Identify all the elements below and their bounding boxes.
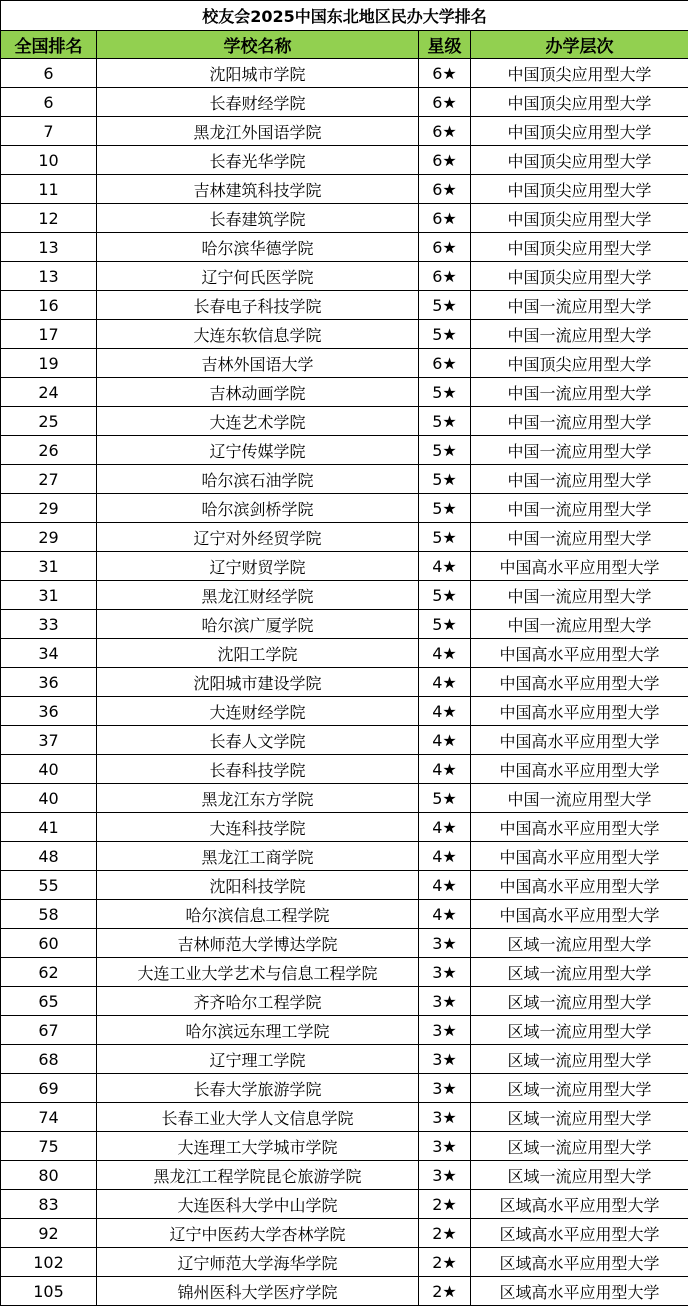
table-row	[1, 88, 688, 117]
cell-school-level: 区域高水平应用型大学	[471, 1277, 688, 1306]
cell-star-rating: 2★	[419, 1277, 471, 1306]
cell-school-name: 长春光华学院	[97, 146, 419, 175]
table-row	[1, 1016, 688, 1045]
cell-school-name: 辽宁中医药大学杏林学院	[97, 1219, 419, 1248]
table-row	[1, 610, 688, 639]
cell-rank: 83	[1, 1190, 97, 1219]
cell-rank: 6	[1, 88, 97, 117]
cell-rank: 105	[1, 1277, 97, 1306]
cell-school-level: 中国一流应用型大学	[471, 465, 688, 494]
cell-rank: 7	[1, 117, 97, 146]
cell-school-level: 中国高水平应用型大学	[471, 900, 688, 929]
table-row	[1, 1161, 688, 1190]
table-row	[1, 871, 688, 900]
table-row	[1, 1219, 688, 1248]
cell-star-rating: 4★	[419, 755, 471, 784]
cell-star-rating: 3★	[419, 1074, 471, 1103]
table-row	[1, 1045, 688, 1074]
cell-rank: 11	[1, 175, 97, 204]
cell-school-level: 中国一流应用型大学	[471, 407, 688, 436]
cell-school-name: 黑龙江东方学院	[97, 784, 419, 813]
cell-star-rating: 4★	[419, 842, 471, 871]
cell-school-name: 锦州医科大学医疗学院	[97, 1277, 419, 1306]
cell-star-rating: 4★	[419, 900, 471, 929]
cell-star-rating: 5★	[419, 291, 471, 320]
cell-school-level: 区域高水平应用型大学	[471, 1190, 688, 1219]
cell-school-level: 中国一流应用型大学	[471, 523, 688, 552]
table-title: 校友会2025中国东北地区民办大学排名	[1, 1, 688, 31]
cell-school-level: 区域一流应用型大学	[471, 1074, 688, 1103]
cell-rank: 74	[1, 1103, 97, 1132]
table-row	[1, 697, 688, 726]
cell-school-level: 区域一流应用型大学	[471, 1045, 688, 1074]
table-row	[1, 233, 688, 262]
cell-rank: 31	[1, 552, 97, 581]
cell-star-rating: 4★	[419, 726, 471, 755]
cell-school-level: 中国高水平应用型大学	[471, 668, 688, 697]
table-row	[1, 639, 688, 668]
cell-school-name: 吉林外国语大学	[97, 349, 419, 378]
cell-school-name: 黑龙江工商学院	[97, 842, 419, 871]
cell-school-name: 大连科技学院	[97, 813, 419, 842]
cell-rank: 29	[1, 494, 97, 523]
cell-star-rating: 3★	[419, 958, 471, 987]
table-row	[1, 523, 688, 552]
cell-rank: 92	[1, 1219, 97, 1248]
cell-star-rating: 6★	[419, 146, 471, 175]
cell-star-rating: 6★	[419, 349, 471, 378]
cell-rank: 58	[1, 900, 97, 929]
table-row	[1, 958, 688, 987]
cell-school-name: 大连医科大学中山学院	[97, 1190, 419, 1219]
cell-star-rating: 5★	[419, 436, 471, 465]
cell-school-level: 中国顶尖应用型大学	[471, 349, 688, 378]
cell-star-rating: 5★	[419, 378, 471, 407]
cell-rank: 55	[1, 871, 97, 900]
table-row	[1, 755, 688, 784]
cell-star-rating: 2★	[419, 1219, 471, 1248]
cell-school-level: 中国一流应用型大学	[471, 378, 688, 407]
cell-rank: 36	[1, 668, 97, 697]
table-row	[1, 552, 688, 581]
cell-school-level: 中国顶尖应用型大学	[471, 117, 688, 146]
header-row	[1, 31, 688, 59]
cell-school-name: 哈尔滨远东理工学院	[97, 1016, 419, 1045]
cell-rank: 12	[1, 204, 97, 233]
cell-school-level: 中国高水平应用型大学	[471, 813, 688, 842]
table-row	[1, 842, 688, 871]
table-row	[1, 494, 688, 523]
cell-school-name: 长春科技学院	[97, 755, 419, 784]
cell-rank: 6	[1, 59, 97, 88]
cell-school-name: 辽宁财贸学院	[97, 552, 419, 581]
cell-school-level: 中国顶尖应用型大学	[471, 262, 688, 291]
cell-star-rating: 4★	[419, 697, 471, 726]
cell-school-name: 大连工业大学艺术与信息工程学院	[97, 958, 419, 987]
cell-school-name: 哈尔滨石油学院	[97, 465, 419, 494]
cell-star-rating: 5★	[419, 784, 471, 813]
table-row	[1, 1132, 688, 1161]
cell-school-name: 大连东软信息学院	[97, 320, 419, 349]
cell-school-name: 沈阳城市学院	[97, 59, 419, 88]
cell-star-rating: 3★	[419, 1161, 471, 1190]
cell-star-rating: 2★	[419, 1190, 471, 1219]
cell-school-name: 吉林师范大学博达学院	[97, 929, 419, 958]
cell-rank: 75	[1, 1132, 97, 1161]
cell-rank: 40	[1, 755, 97, 784]
cell-rank: 40	[1, 784, 97, 813]
cell-school-level: 中国高水平应用型大学	[471, 755, 688, 784]
cell-star-rating: 4★	[419, 639, 471, 668]
table-row	[1, 59, 688, 88]
cell-school-level: 中国一流应用型大学	[471, 784, 688, 813]
cell-rank: 13	[1, 262, 97, 291]
cell-school-name: 长春财经学院	[97, 88, 419, 117]
cell-star-rating: 3★	[419, 1132, 471, 1161]
cell-school-name: 黑龙江外国语学院	[97, 117, 419, 146]
table-row	[1, 1190, 688, 1219]
cell-school-name: 哈尔滨广厦学院	[97, 610, 419, 639]
cell-school-level: 中国一流应用型大学	[471, 494, 688, 523]
table-row	[1, 1074, 688, 1103]
cell-school-level: 中国顶尖应用型大学	[471, 233, 688, 262]
column-header-level: 办学层次	[471, 31, 688, 59]
cell-star-rating: 6★	[419, 59, 471, 88]
cell-school-level: 区域一流应用型大学	[471, 1016, 688, 1045]
cell-school-level: 区域一流应用型大学	[471, 1132, 688, 1161]
column-header-stars: 星级	[419, 31, 471, 59]
cell-school-name: 辽宁理工学院	[97, 1045, 419, 1074]
table-row	[1, 987, 688, 1016]
cell-school-name: 辽宁对外经贸学院	[97, 523, 419, 552]
cell-rank: 102	[1, 1248, 97, 1277]
cell-school-level: 中国一流应用型大学	[471, 291, 688, 320]
cell-rank: 27	[1, 465, 97, 494]
table-row	[1, 262, 688, 291]
cell-school-level: 区域一流应用型大学	[471, 1103, 688, 1132]
table-body	[1, 59, 688, 1306]
cell-star-rating: 5★	[419, 610, 471, 639]
table-row	[1, 117, 688, 146]
cell-school-level: 中国顶尖应用型大学	[471, 146, 688, 175]
cell-school-level: 中国高水平应用型大学	[471, 552, 688, 581]
cell-school-name: 齐齐哈尔工程学院	[97, 987, 419, 1016]
cell-school-name: 沈阳科技学院	[97, 871, 419, 900]
table-row	[1, 784, 688, 813]
table-row	[1, 581, 688, 610]
cell-school-name: 长春人文学院	[97, 726, 419, 755]
table-row	[1, 146, 688, 175]
table-row	[1, 175, 688, 204]
title-row	[1, 1, 688, 31]
table-row	[1, 291, 688, 320]
cell-star-rating: 4★	[419, 813, 471, 842]
table-row	[1, 668, 688, 697]
cell-rank: 48	[1, 842, 97, 871]
cell-rank: 26	[1, 436, 97, 465]
cell-rank: 34	[1, 639, 97, 668]
cell-school-level: 中国一流应用型大学	[471, 581, 688, 610]
cell-school-name: 辽宁师范大学海华学院	[97, 1248, 419, 1277]
cell-star-rating: 5★	[419, 523, 471, 552]
cell-star-rating: 5★	[419, 320, 471, 349]
cell-school-level: 中国一流应用型大学	[471, 610, 688, 639]
table-row	[1, 1277, 688, 1306]
cell-school-level: 区域一流应用型大学	[471, 1161, 688, 1190]
cell-school-name: 吉林动画学院	[97, 378, 419, 407]
cell-star-rating: 6★	[419, 175, 471, 204]
table-row	[1, 900, 688, 929]
cell-star-rating: 6★	[419, 262, 471, 291]
cell-rank: 37	[1, 726, 97, 755]
cell-star-rating: 3★	[419, 987, 471, 1016]
cell-star-rating: 4★	[419, 552, 471, 581]
cell-star-rating: 4★	[419, 668, 471, 697]
cell-school-level: 中国高水平应用型大学	[471, 697, 688, 726]
cell-rank: 24	[1, 378, 97, 407]
cell-rank: 17	[1, 320, 97, 349]
table-row	[1, 465, 688, 494]
column-header-rank: 全国排名	[1, 31, 97, 59]
cell-school-level: 中国高水平应用型大学	[471, 639, 688, 668]
cell-star-rating: 3★	[419, 1045, 471, 1074]
cell-school-level: 中国顶尖应用型大学	[471, 175, 688, 204]
cell-school-level: 区域一流应用型大学	[471, 929, 688, 958]
cell-school-name: 哈尔滨华德学院	[97, 233, 419, 262]
cell-school-name: 长春电子科技学院	[97, 291, 419, 320]
cell-school-name: 长春建筑学院	[97, 204, 419, 233]
column-header-school: 学校名称	[97, 31, 419, 59]
cell-rank: 16	[1, 291, 97, 320]
cell-star-rating: 5★	[419, 407, 471, 436]
cell-star-rating: 6★	[419, 204, 471, 233]
cell-star-rating: 3★	[419, 1103, 471, 1132]
table-row	[1, 1103, 688, 1132]
cell-school-name: 沈阳城市建设学院	[97, 668, 419, 697]
cell-school-level: 中国顶尖应用型大学	[471, 204, 688, 233]
table-row	[1, 407, 688, 436]
table-row	[1, 204, 688, 233]
table-row	[1, 320, 688, 349]
cell-rank: 10	[1, 146, 97, 175]
cell-school-level: 中国顶尖应用型大学	[471, 59, 688, 88]
table-row	[1, 436, 688, 465]
cell-rank: 60	[1, 929, 97, 958]
cell-star-rating: 5★	[419, 494, 471, 523]
table-row	[1, 726, 688, 755]
cell-school-name: 大连艺术学院	[97, 407, 419, 436]
cell-school-name: 大连财经学院	[97, 697, 419, 726]
cell-rank: 33	[1, 610, 97, 639]
cell-rank: 36	[1, 697, 97, 726]
cell-school-name: 沈阳工学院	[97, 639, 419, 668]
cell-star-rating: 3★	[419, 929, 471, 958]
cell-rank: 13	[1, 233, 97, 262]
cell-star-rating: 2★	[419, 1248, 471, 1277]
cell-rank: 25	[1, 407, 97, 436]
cell-school-name: 辽宁传媒学院	[97, 436, 419, 465]
cell-star-rating: 6★	[419, 117, 471, 146]
cell-school-name: 哈尔滨剑桥学院	[97, 494, 419, 523]
cell-school-level: 中国高水平应用型大学	[471, 871, 688, 900]
cell-school-name: 大连理工大学城市学院	[97, 1132, 419, 1161]
cell-school-level: 区域一流应用型大学	[471, 958, 688, 987]
cell-school-level: 中国顶尖应用型大学	[471, 88, 688, 117]
cell-rank: 68	[1, 1045, 97, 1074]
cell-school-level: 中国高水平应用型大学	[471, 726, 688, 755]
table-row	[1, 813, 688, 842]
cell-star-rating: 5★	[419, 465, 471, 494]
cell-rank: 19	[1, 349, 97, 378]
cell-star-rating: 6★	[419, 233, 471, 262]
cell-school-name: 辽宁何氏医学院	[97, 262, 419, 291]
cell-rank: 80	[1, 1161, 97, 1190]
table-row	[1, 378, 688, 407]
cell-school-level: 中国高水平应用型大学	[471, 842, 688, 871]
cell-rank: 69	[1, 1074, 97, 1103]
table-row	[1, 349, 688, 378]
table-row	[1, 929, 688, 958]
cell-rank: 62	[1, 958, 97, 987]
cell-school-name: 长春工业大学人文信息学院	[97, 1103, 419, 1132]
cell-school-name: 吉林建筑科技学院	[97, 175, 419, 204]
cell-school-level: 中国一流应用型大学	[471, 320, 688, 349]
cell-school-name: 黑龙江工程学院昆仑旅游学院	[97, 1161, 419, 1190]
cell-school-level: 区域一流应用型大学	[471, 987, 688, 1016]
cell-school-level: 中国一流应用型大学	[471, 436, 688, 465]
table-row	[1, 1248, 688, 1277]
cell-school-name: 长春大学旅游学院	[97, 1074, 419, 1103]
cell-star-rating: 5★	[419, 581, 471, 610]
cell-star-rating: 6★	[419, 88, 471, 117]
cell-star-rating: 4★	[419, 871, 471, 900]
cell-school-name: 黑龙江财经学院	[97, 581, 419, 610]
cell-rank: 67	[1, 1016, 97, 1045]
cell-rank: 31	[1, 581, 97, 610]
cell-star-rating: 3★	[419, 1016, 471, 1045]
cell-school-name: 哈尔滨信息工程学院	[97, 900, 419, 929]
cell-rank: 65	[1, 987, 97, 1016]
cell-school-level: 区域高水平应用型大学	[471, 1219, 688, 1248]
cell-rank: 41	[1, 813, 97, 842]
cell-school-level: 区域高水平应用型大学	[471, 1248, 688, 1277]
cell-rank: 29	[1, 523, 97, 552]
